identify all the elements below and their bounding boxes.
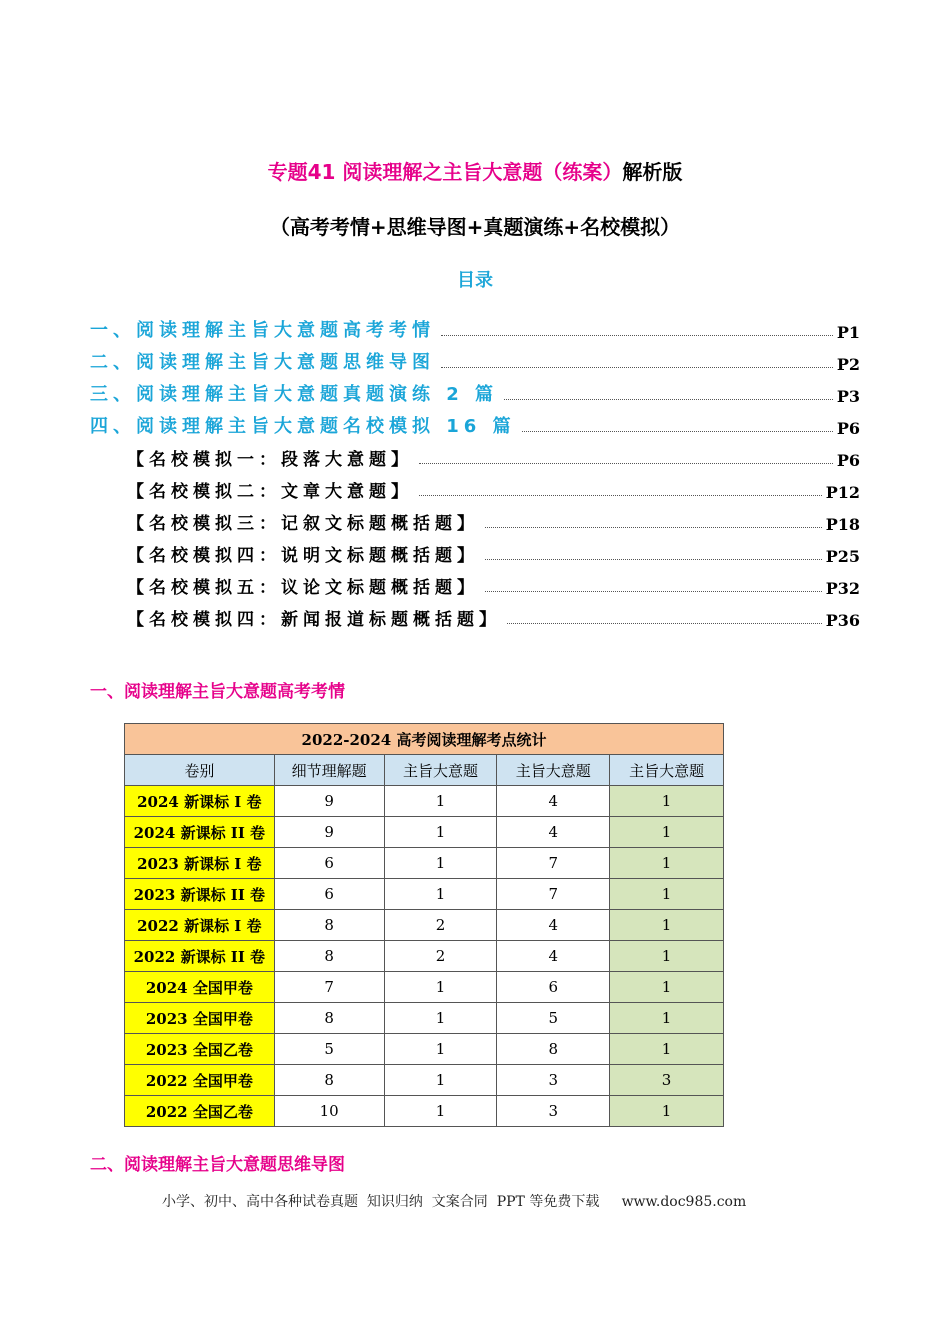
exam-paper-cell: 2023 全国甲卷 [125,1003,275,1034]
toc-item[interactable] [90,374,860,406]
table-row [125,1065,724,1096]
title-suffix: 解析版 [622,160,683,184]
count-cell: 6 [274,879,384,910]
toc-item[interactable] [90,342,860,374]
exam-paper-cell: 2022 全国甲卷 [125,1065,275,1096]
toc-item-label: 【名校模拟二：文章大意题】 [127,482,413,502]
toc-leader-dots [419,462,833,464]
toc-item-label: 【名校模拟四：说明文标题概括题】 [127,546,479,566]
exam-paper-cell: 2023 新课标 I 卷 [125,848,275,879]
count-cell: 1 [384,1065,497,1096]
toc-item-page: P12 [825,483,860,502]
toc-leader-dots [441,334,833,336]
toc-leader-dots [507,622,822,624]
toc-item-label: 二、阅读理解主旨大意题思维导图 [90,352,435,373]
toc-leader-dots [522,430,833,432]
count-cell: 6 [497,972,610,1003]
toc-heading: 目录 [457,270,493,291]
toc-item-page: P1 [836,323,860,342]
table-header-row [125,755,724,786]
count-cell: 8 [274,1003,384,1034]
count-cell: 1 [384,817,497,848]
exam-paper-cell: 2024 全国甲卷 [125,972,275,1003]
count-cell: 7 [274,972,384,1003]
toc-item[interactable] [90,598,860,630]
count-cell: 1 [384,848,497,879]
count-cell: 2 [384,910,497,941]
section-heading-exam-stats: 一、阅读理解主旨大意题高考考情 [90,682,345,702]
toc-item-label: 四、阅读理解主旨大意题名校模拟 16 篇 [90,416,516,437]
toc-item[interactable] [90,566,860,598]
count-cell: 1 [610,941,724,972]
toc-leader-dots [441,366,833,368]
toc-item-page: P18 [825,515,860,534]
toc-item-page: P6 [836,451,860,470]
exam-paper-cell: 2024 新课标 II 卷 [125,817,275,848]
count-cell: 1 [610,1096,724,1127]
count-cell: 8 [497,1034,610,1065]
count-cell: 1 [384,786,497,817]
count-cell: 9 [274,817,384,848]
column-header: 细节理解题 [274,755,384,786]
count-cell: 1 [610,1034,724,1065]
toc-item-page: P36 [825,611,860,630]
count-cell: 5 [497,1003,610,1034]
count-cell: 3 [497,1096,610,1127]
count-cell: 1 [610,972,724,1003]
toc-item-label: 【名校模拟五：议论文标题概括题】 [127,578,479,598]
document-subtitle: （高考考情+思维导图+真题演练+名校模拟） [269,215,681,239]
toc-leader-dots [485,526,822,528]
toc-item-page: P32 [825,579,860,598]
table-caption: 2022-2024 高考阅读理解考点统计 [125,724,724,755]
count-cell: 3 [610,1065,724,1096]
toc-item[interactable] [90,406,860,438]
column-header: 主旨大意题 [384,755,497,786]
count-cell: 7 [497,879,610,910]
count-cell: 10 [274,1096,384,1127]
count-cell: 3 [497,1065,610,1096]
table-row [125,910,724,941]
count-cell: 1 [610,879,724,910]
count-cell: 1 [610,1003,724,1034]
exam-paper-cell: 2022 新课标 I 卷 [125,910,275,941]
table-row [125,1096,724,1127]
count-cell: 4 [497,786,610,817]
count-cell: 1 [610,786,724,817]
exam-paper-cell: 2022 新课标 II 卷 [125,941,275,972]
toc-item-page: P3 [836,387,860,406]
count-cell: 8 [274,910,384,941]
toc-item[interactable] [90,438,860,470]
count-cell: 8 [274,941,384,972]
count-cell: 4 [497,941,610,972]
toc-item-label: 【名校模拟四：新闻报道标题概括题】 [127,610,501,630]
count-cell: 1 [384,1003,497,1034]
exam-stats-table [124,723,724,1127]
table-row [125,817,724,848]
count-cell: 1 [610,910,724,941]
count-cell: 1 [610,848,724,879]
table-row [125,1034,724,1065]
toc-item[interactable] [90,470,860,502]
count-cell: 4 [497,910,610,941]
exam-paper-cell: 2023 新课标 II 卷 [125,879,275,910]
document-title [0,156,950,185]
table-row [125,1003,724,1034]
column-header: 主旨大意题 [610,755,724,786]
toc-item[interactable] [90,310,860,342]
toc-item-label: 【名校模拟三：记叙文标题概括题】 [127,514,479,534]
toc-leader-dots [485,590,822,592]
count-cell: 1 [384,879,497,910]
count-cell: 4 [497,817,610,848]
table-of-contents [90,310,860,630]
count-cell: 7 [497,848,610,879]
count-cell: 1 [384,1034,497,1065]
title-main: 专题41 阅读理解之主旨大意题（练案） [267,160,623,184]
section-heading-mind-map: 二、阅读理解主旨大意题思维导图 [90,1155,345,1175]
table-row [125,972,724,1003]
toc-item-page: P25 [825,547,860,566]
count-cell: 6 [274,848,384,879]
toc-item-page: P2 [836,355,860,374]
column-header: 主旨大意题 [497,755,610,786]
count-cell: 5 [274,1034,384,1065]
table-row [125,941,724,972]
count-cell: 1 [610,817,724,848]
count-cell: 2 [384,941,497,972]
toc-item[interactable] [90,502,860,534]
column-header: 卷别 [125,755,275,786]
exam-paper-cell: 2023 全国乙卷 [125,1034,275,1065]
footer-text: 小学、初中、高中各种试卷真题 知识归纳 文案合同 PPT 等免费下载 www.doc985.com [162,1194,747,1210]
toc-item-label: 【名校模拟一：段落大意题】 [127,450,413,470]
toc-item-page: P6 [836,419,860,438]
toc-item-label: 三、阅读理解主旨大意题真题演练 2 篇 [90,384,499,405]
exam-paper-cell: 2024 新课标 I 卷 [125,786,275,817]
toc-leader-dots [504,398,833,400]
toc-item-label: 一、阅读理解主旨大意题高考考情 [90,320,435,341]
exam-paper-cell: 2022 全国乙卷 [125,1096,275,1127]
toc-leader-dots [485,558,822,560]
table-row [125,879,724,910]
count-cell: 1 [384,972,497,1003]
toc-leader-dots [419,494,822,496]
table-row [125,848,724,879]
toc-item[interactable] [90,534,860,566]
count-cell: 9 [274,786,384,817]
count-cell: 8 [274,1065,384,1096]
table-row [125,786,724,817]
count-cell: 1 [384,1096,497,1127]
